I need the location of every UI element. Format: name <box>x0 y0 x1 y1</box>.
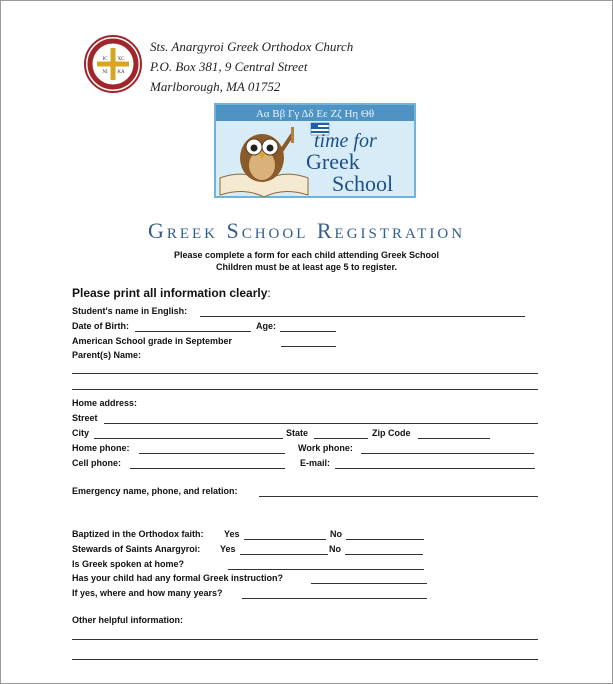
other-info-field-line-2[interactable] <box>72 659 538 660</box>
age-label: Age: <box>256 321 276 331</box>
greek-school-banner <box>214 103 416 198</box>
work-phone-label: Work phone: <box>298 443 353 453</box>
street-field[interactable] <box>104 423 538 424</box>
parents-field-line-2[interactable] <box>72 389 538 390</box>
age-field[interactable] <box>280 331 336 332</box>
work-phone-field[interactable] <box>361 453 534 454</box>
state-label: State <box>286 428 309 438</box>
page-title: Greek School Registration <box>147 218 466 243</box>
church-seal-logo <box>84 35 142 93</box>
other-info-field-line-1[interactable] <box>72 639 538 640</box>
parents-label: Parent(s) Name: <box>72 350 142 360</box>
church-address-block <box>150 37 353 97</box>
banner-time-for: time for <box>314 130 377 152</box>
baptized-no-label: No <box>330 529 342 539</box>
emergency-label: Emergency name, phone, and relation: <box>72 486 238 496</box>
grade-label: American School grade in September <box>72 336 233 346</box>
baptized-label: Baptized in the Orthodox faith: <box>72 529 204 539</box>
seal-letter: KA <box>117 70 125 75</box>
print-clearly-text: Please print all information clearly <box>72 286 268 300</box>
emergency-field[interactable] <box>259 496 538 497</box>
seal-letter: IC <box>102 57 108 62</box>
print-clearly-colon: : <box>267 286 271 300</box>
banner-greek-alphabet: Αα Ββ Γγ Δδ Εε Ζζ Ηη Θθ <box>255 108 375 120</box>
baptized-yes-label: Yes <box>224 529 240 539</box>
instruction-line-1: Please complete a form for each child attending Greek School <box>173 250 440 260</box>
home-phone-field[interactable] <box>139 453 285 454</box>
email-label: E-mail: <box>300 458 331 468</box>
stewards-yes-label: Yes <box>220 544 236 554</box>
dob-field[interactable] <box>135 331 251 332</box>
greek-home-field[interactable] <box>228 569 424 570</box>
seal-letter: NI <box>102 70 108 75</box>
street-label: Street <box>72 413 98 423</box>
zip-label: Zip Code <box>372 428 411 438</box>
cell-phone-label: Cell phone: <box>72 458 121 468</box>
home-phone-label: Home phone: <box>72 443 130 453</box>
email-field[interactable] <box>335 468 535 469</box>
baptized-no-field[interactable] <box>346 539 424 540</box>
print-clearly-heading <box>72 286 271 300</box>
city-label: City <box>72 428 90 438</box>
greek-home-label: Is Greek spoken at home? <box>72 559 185 569</box>
seal-letter: XC <box>117 57 125 62</box>
cell-phone-field[interactable] <box>130 468 285 469</box>
baptized-yes-field[interactable] <box>244 539 326 540</box>
state-field[interactable] <box>314 438 368 439</box>
other-info-label: Other helpful information: <box>72 615 183 625</box>
dob-label: Date of Birth: <box>72 321 129 331</box>
formal-instruction-label: Has your child had any formal Greek instruction? <box>72 573 284 583</box>
if-yes-field[interactable] <box>242 598 427 599</box>
if-yes-label: If yes, where and how many years? <box>72 588 223 598</box>
city-field[interactable] <box>94 438 283 439</box>
stewards-no-label: No <box>329 544 341 554</box>
instruction-line-2: Children must be at least age 5 to register. <box>215 262 398 272</box>
formal-instruction-field[interactable] <box>311 583 427 584</box>
stewards-yes-field[interactable] <box>240 554 328 555</box>
stewards-label: Stewards of Saints Anargyroi: <box>72 544 201 554</box>
student-name-field[interactable] <box>200 316 525 317</box>
church-address-line2: Marlborough, MA 01752 <box>150 79 281 94</box>
church-name: Sts. Anargyroi Greek Orthodox Church <box>150 39 354 54</box>
student-name-label: Student's name in English: <box>72 306 188 316</box>
banner-greek: Greek <box>306 149 360 174</box>
parents-field-line-1[interactable] <box>72 373 538 374</box>
grade-field[interactable] <box>281 346 336 347</box>
church-address-line1: P.O. Box 381, 9 Central Street <box>150 59 308 74</box>
stewards-no-field[interactable] <box>345 554 423 555</box>
banner-school: School <box>332 171 394 196</box>
home-address-label: Home address: <box>72 398 138 408</box>
zip-field[interactable] <box>418 438 490 439</box>
